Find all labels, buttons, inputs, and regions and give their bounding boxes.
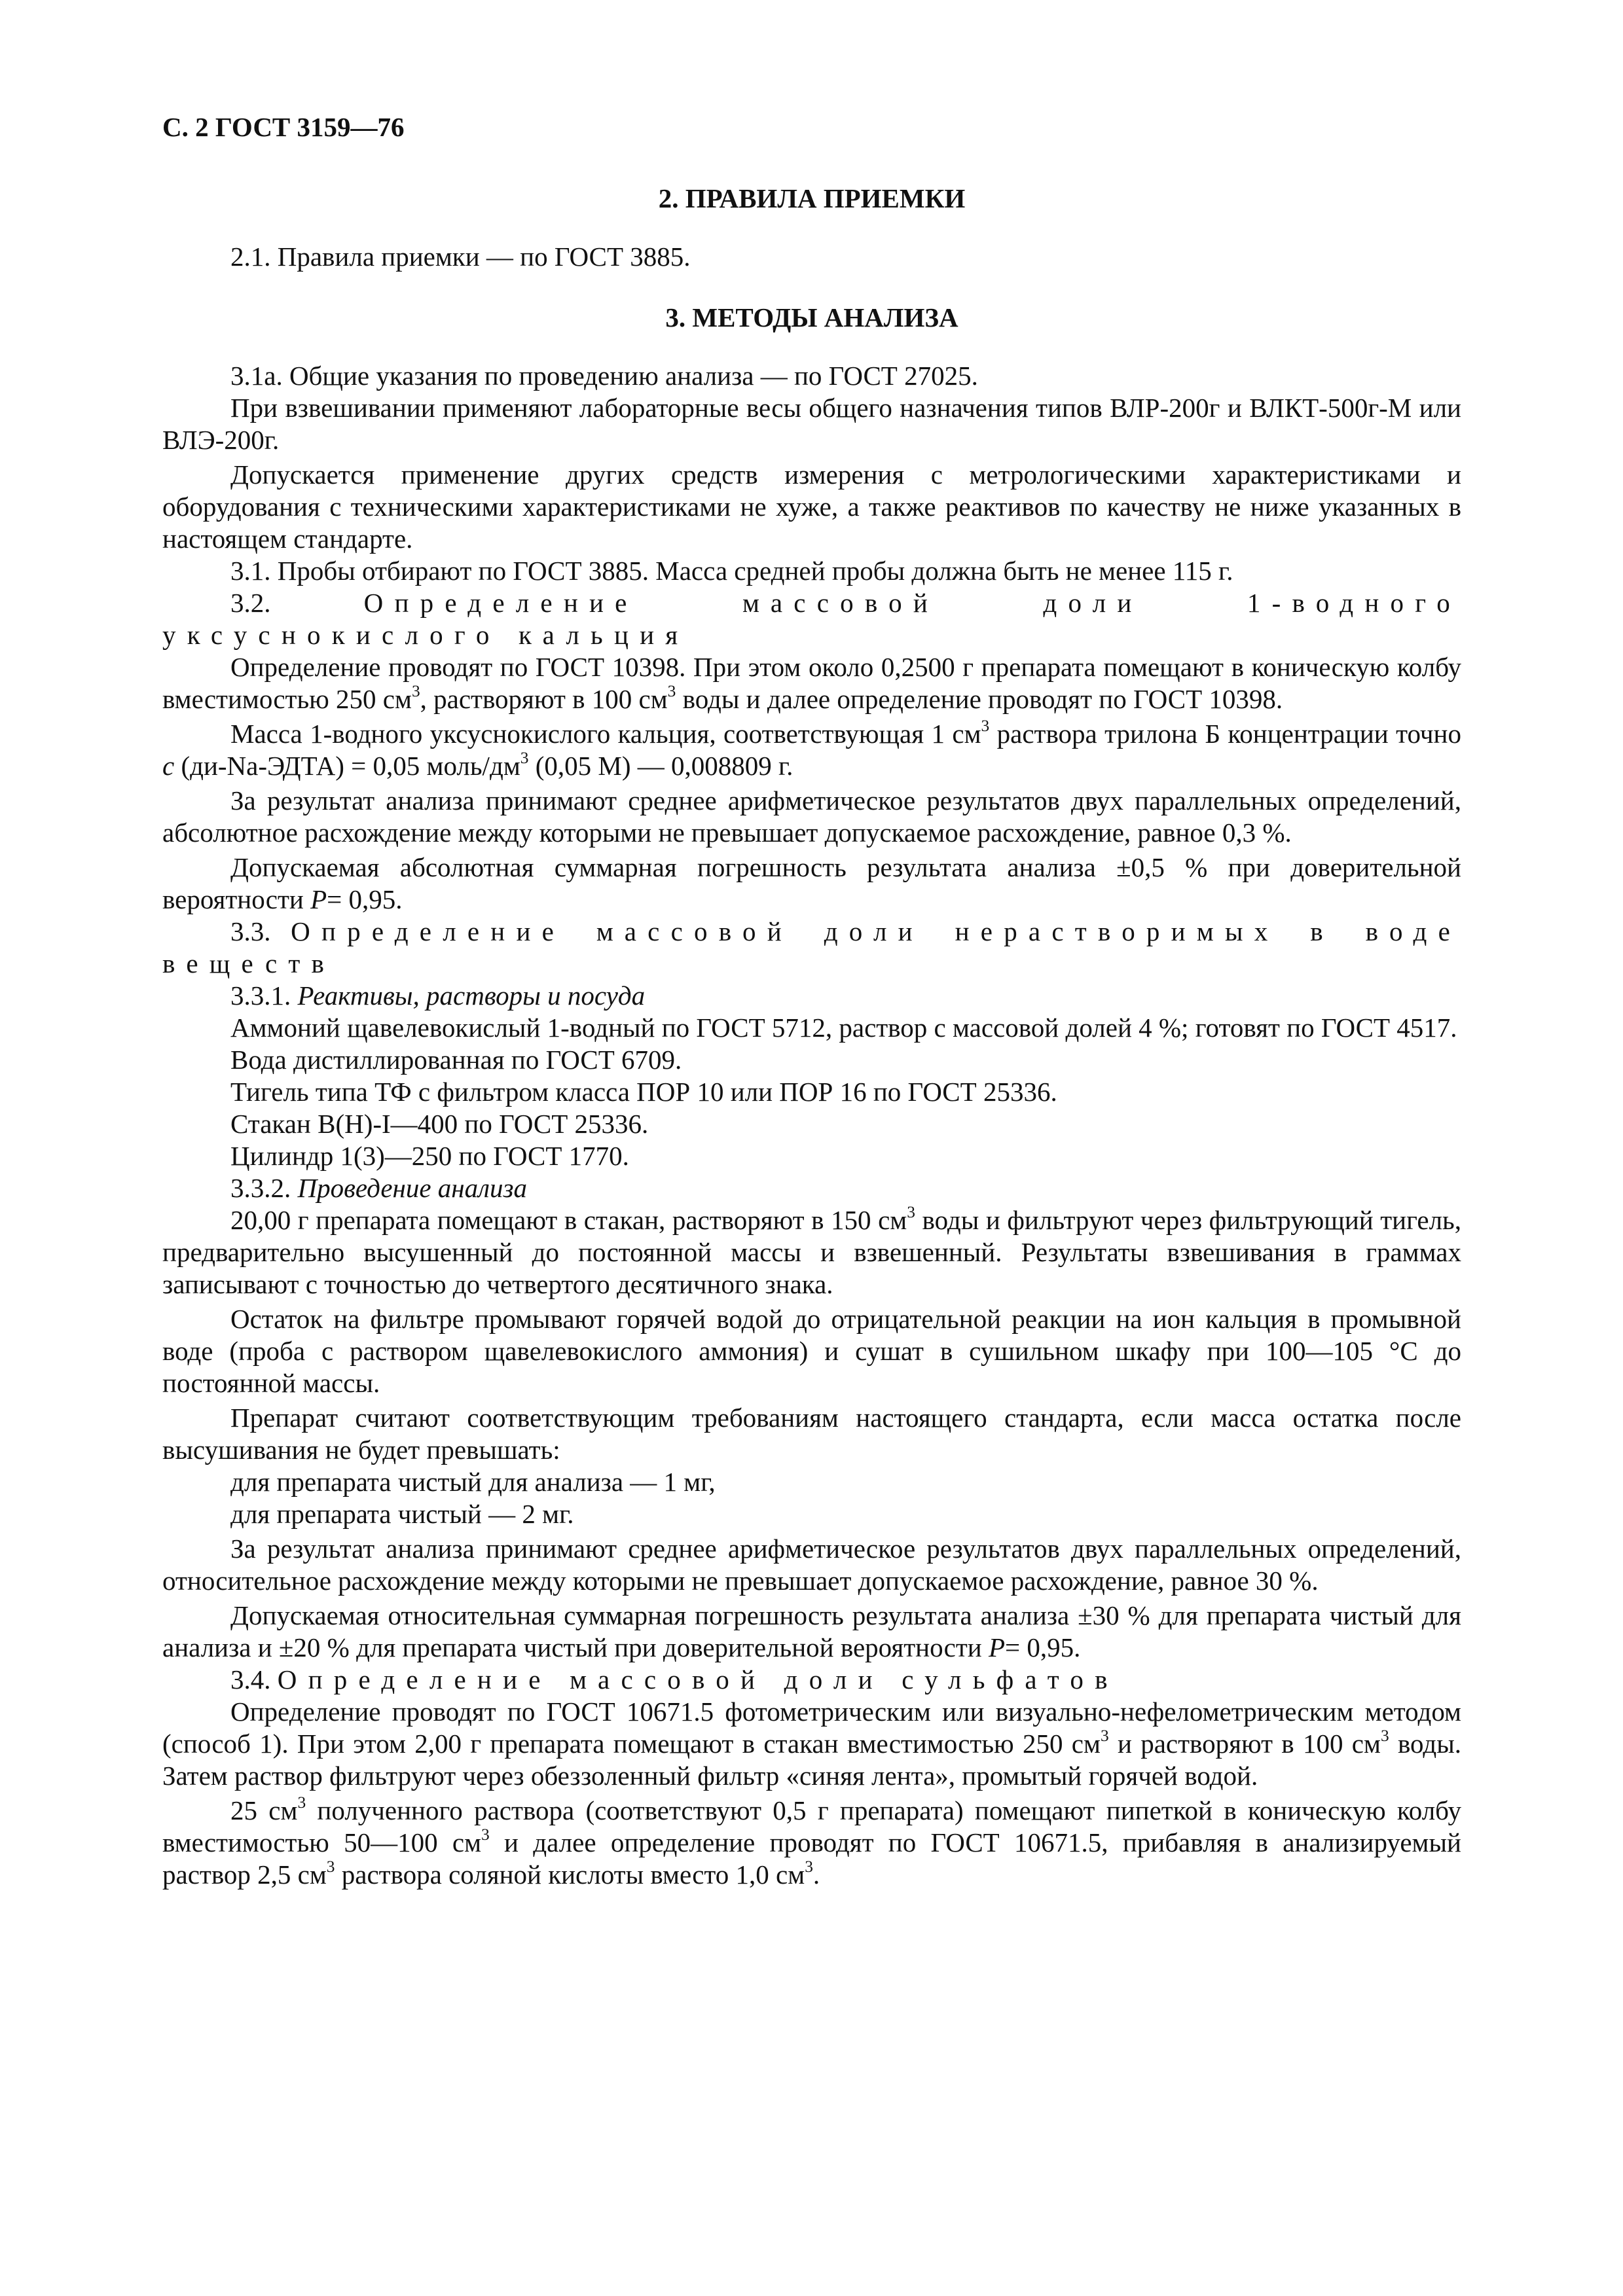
clause-title-italic: Проведение анализа xyxy=(297,1173,528,1203)
italic-symbol: Р xyxy=(988,1632,1005,1662)
paragraph-3-2-title xyxy=(162,587,1461,651)
text-run: Определение проводят по ГОСТ 10398. При этом около 0,2500 г препарата помещают в коническую колбу вместимостью 250 см xyxy=(162,652,1461,714)
text-run: воды и далее определение проводят по ГОСТ 10398. xyxy=(676,684,1283,714)
reagent-item: Стакан В(Н)-I—400 по ГОСТ 25336. xyxy=(230,1109,649,1139)
paragraph-weighing: При взвешивании применяют лабораторные весы общего назначения типов ВЛР-200г и ВЛКТ-500г-М или ВЛЭ-200г. xyxy=(162,393,1461,455)
paragraph-3-3-2-title xyxy=(162,1172,1461,1204)
section-3-heading: 3. МЕТОДЫ АНАЛИЗА xyxy=(665,302,958,332)
paragraph-3-2-c: За результат анализа принимают среднее арифметическое результатов двух параллельных определений, абсолютное расхождение между которыми не превышает допускаемое расхождение, равное 0,3 %. xyxy=(162,785,1461,848)
text-run: и далее определение проводят по ГОСТ 10671.5, прибавляя в анализируемый раствор 2,5 см xyxy=(162,1827,1461,1890)
document-page xyxy=(162,111,1461,1891)
reagent-item: Цилиндр 1(3)—250 по ГОСТ 1770. xyxy=(230,1141,629,1171)
section-2-heading: 2. ПРАВИЛА ПРИЕМКИ xyxy=(658,183,966,213)
paragraph-sulfates-1 xyxy=(162,1696,1461,1792)
superscript: 3 xyxy=(667,682,676,701)
page-header: С. 2 ГОСТ 3159—76 xyxy=(162,112,405,142)
paragraph-3-2-a xyxy=(162,651,1461,715)
clause-title-spaced: Определение массовой доли 1-водного уксуснокислого кальция xyxy=(162,588,1462,650)
text-run: Допускаемая относительная суммарная погрешность результата анализа ±30 % для препарата чистый для анализа и ±20 % для препарата чистый при доверительной вероятности xyxy=(162,1600,1461,1662)
paragraph-sulfates-2 xyxy=(162,1795,1461,1891)
superscript: 3 xyxy=(326,1857,335,1876)
text-run: Определение проводят по ГОСТ 10671.5 фотометрическим или визуально-нефелометрическим методом (способ 1). При этом 2,00 г препарата помещают в стакан вместимостью 250 см xyxy=(162,1696,1461,1759)
text-run: полученного раствора (соответствуют 0,5 г препарата) помещают пипеткой в коническую колбу вместимостью 50—100 см xyxy=(162,1795,1461,1857)
reagent-item: Аммоний щавелевокислый 1-водный по ГОСТ 5712, раствор с массовой долей 4 %; готовят по ГОСТ 4517. xyxy=(230,1013,1457,1043)
paragraph-analysis-1 xyxy=(162,1204,1461,1300)
superscript: 3 xyxy=(907,1203,915,1222)
italic-symbol: Р xyxy=(310,884,327,914)
clause-number: 3.3.2. xyxy=(230,1173,291,1203)
italic-symbol: с xyxy=(162,751,175,781)
paragraph-analysis-2: Остаток на фильтре промывают горячей водой до отрицательной реакции на ион кальция в промывной воде (проба с раствором щавелевокислого аммония) и сушат в сушильном шкафу при 100—105 °С до постоянной массы. xyxy=(162,1304,1461,1398)
superscript: 3 xyxy=(981,717,990,736)
paragraph-3-3-1-title xyxy=(162,980,1461,1012)
paragraph-analysis-5: для препарата чистый — 2 мг. xyxy=(230,1499,574,1529)
text-run: , растворяют в 100 см xyxy=(420,684,668,714)
text-run: (ди-Na-ЭДТА) = 0,05 моль/дм xyxy=(174,751,520,781)
clause-title-italic: Реактивы, растворы и посуда xyxy=(297,980,646,1011)
superscript: 3 xyxy=(805,1857,813,1876)
text-run: воды и фильтруют через фильтрующий тигель, предварительно высушенный до постоянной массы и взвешенный. Результаты взвешивания в граммах записывают с точностью до четвертого десятичного знака. xyxy=(162,1205,1461,1299)
text-run: раствора соляной кислоты вместо 1,0 см xyxy=(335,1859,805,1890)
clause-title-spaced: Определение массовой доли сульфатов xyxy=(277,1664,1119,1695)
superscript: 3 xyxy=(411,682,420,701)
clause-number: 3.2. xyxy=(230,588,271,618)
text-run: 20,00 г препарата помещают в стакан, растворяют в 150 см xyxy=(230,1205,907,1235)
paragraph-3-2-d xyxy=(162,852,1461,916)
text-run: и растворяют в 100 см xyxy=(1108,1729,1381,1759)
paragraph-3-3-title xyxy=(162,916,1461,980)
paragraph-analysis-3: Препарат считают соответствующим требованиям настоящего стандарта, если масса остатка после высушивания не будет превышать: xyxy=(162,1403,1461,1465)
paragraph-2-1: 2.1. Правила приемки — по ГОСТ 3885. xyxy=(230,242,691,272)
paragraph-analysis-7 xyxy=(162,1600,1461,1664)
superscript: 3 xyxy=(481,1825,490,1844)
clause-number: 3.3. xyxy=(230,916,271,946)
text-run: Допускаемая абсолютная суммарная погрешность результата анализа ±0,5 % при доверительной вероятности xyxy=(162,852,1461,914)
paragraph-3-1: 3.1. Пробы отбирают по ГОСТ 3885. Масса средней пробы должна быть не менее 115 г. xyxy=(230,556,1233,586)
reagent-item: Вода дистиллированная по ГОСТ 6709. xyxy=(230,1045,682,1075)
clause-title-spaced: Определение массовой доли нерастворимых в воде веществ xyxy=(162,916,1462,978)
text-run: = 0,95. xyxy=(1005,1632,1081,1662)
reagent-item: Тигель типа ТФ с фильтром класса ПОР 10 или ПОР 16 по ГОСТ 25336. xyxy=(230,1077,1057,1107)
text-run: 25 см xyxy=(230,1795,298,1825)
paragraph-3-2-b xyxy=(162,718,1461,782)
text-run: Масса 1-водного уксуснокислого кальция, соответствующая 1 см xyxy=(230,719,981,749)
paragraph-analysis-4: для препарата чистый для анализа — 1 мг, xyxy=(230,1467,716,1497)
superscript: 3 xyxy=(1380,1727,1389,1746)
text-run: (0,05 М) — 0,008809 г. xyxy=(528,751,793,781)
paragraph-allowed: Допускается применение других средств измерения с метрологическими характеристиками и оборудования с техническими характеристиками не хуже, а также реактивов по качеству не ниже указанных в настоящем стандарте. xyxy=(162,459,1461,554)
paragraph-3-1a: 3.1а. Общие указания по проведению анализа — по ГОСТ 27025. xyxy=(230,361,978,391)
clause-number: 3.4. xyxy=(230,1664,271,1695)
text-run: воды. Затем раствор фильтруют через обеззоленный фильтр «синяя лента», промытый горячей водой. xyxy=(162,1729,1462,1791)
text-run: = 0,95. xyxy=(327,884,403,914)
clause-number: 3.3.1. xyxy=(230,980,291,1011)
superscript: 3 xyxy=(297,1793,306,1812)
superscript: 3 xyxy=(1100,1727,1109,1746)
text-run: . xyxy=(812,1859,820,1890)
text-run: раствора трилона Б концентрации точно xyxy=(989,719,1461,749)
paragraph-analysis-6: За результат анализа принимают среднее арифметическое результатов двух параллельных определений, относительное расхождение между которыми не превышает допускаемое расхождение, равное 30 %. xyxy=(162,1534,1461,1596)
paragraph-3-4-title xyxy=(162,1664,1461,1696)
superscript: 3 xyxy=(520,749,529,768)
